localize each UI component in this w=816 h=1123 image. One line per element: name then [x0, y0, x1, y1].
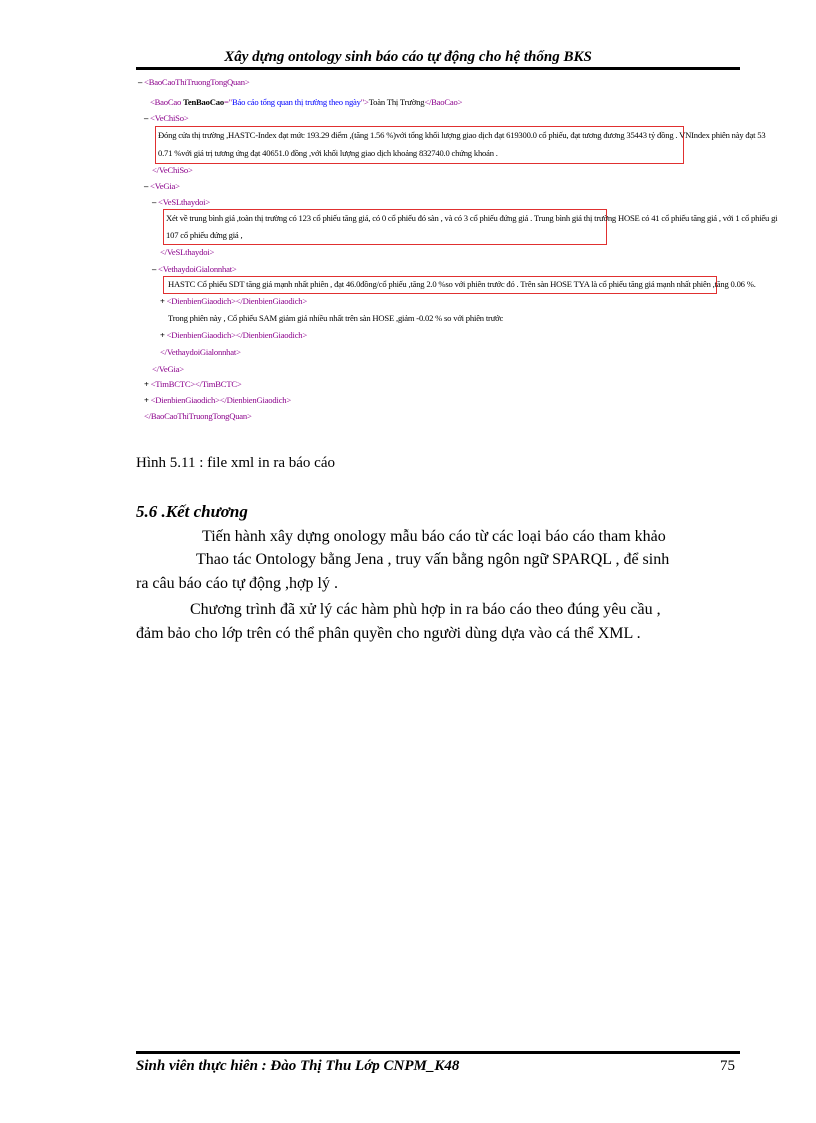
xml-text: Xét về trung bình giá ,toàn thị trường có 123 cổ phiếu tăng giá, có 0 cổ phiếu đó sàn , và có 3 cổ phiếu đứng giá . Trung bình giá thị trường HOSE có 41 cổ phiếu tăng giá , với 1 cổ phiếu gi: [166, 213, 778, 223]
xml-attr-name: TenBaoCao: [183, 97, 224, 107]
collapse-toggle[interactable]: –: [138, 77, 145, 87]
xml-tag: <DienbienGiaodich>: [166, 296, 236, 306]
xml-tag: </BaoCaoThiTruongTongQuan>: [144, 411, 252, 421]
xml-tag: <DienbienGiaodich>: [166, 330, 236, 340]
paragraph-line: Tiến hành xây dựng onology mẫu báo cáo từ các loại báo cáo tham khảo: [202, 528, 666, 545]
xml-tag: <VeSLthaydoi>: [158, 197, 211, 207]
figure-caption: Hình 5.11 : file xml in ra báo cáo: [136, 455, 335, 471]
collapse-toggle[interactable]: –: [144, 113, 151, 123]
xml-tag: <BaoCaoThiTruongTongQuan>: [144, 77, 250, 87]
xml-line-vechiso-close: [152, 164, 193, 176]
expand-toggle[interactable]: +: [160, 296, 167, 306]
xml-tag: <VeGia>: [150, 181, 180, 191]
xml-tag: </DienbienGiaodich>: [219, 395, 292, 405]
xml-text: 107 cổ phiếu đứng giá ,: [166, 230, 243, 240]
xml-tag: </BaoCao>: [424, 97, 463, 107]
xml-text: Toàn Thị Trường: [368, 97, 425, 107]
xml-tag: <VeChiSo>: [150, 113, 189, 123]
xml-line-baocao: [150, 96, 462, 108]
footer-rule: [136, 1051, 740, 1054]
xml-line-root-open[interactable]: [138, 76, 250, 88]
footer-author: Sinh viên thực hiên : Đào Thị Thu Lớp CNPM_K48: [136, 1058, 460, 1074]
xml-line-vethaydoi-open[interactable]: [152, 263, 237, 275]
xml-line-dienbien[interactable]: [160, 329, 307, 341]
page-number: 75: [720, 1058, 735, 1074]
section-title: 5.6 .Kết chương: [136, 502, 248, 521]
xml-tag: </TimBCTC>: [195, 379, 242, 389]
xml-tag: </VethaydoiGialonnhat>: [160, 347, 241, 357]
expand-toggle[interactable]: +: [160, 330, 167, 340]
header-rule: [136, 67, 740, 70]
xml-attr-eq: =": [223, 97, 232, 107]
collapse-toggle[interactable]: –: [152, 197, 159, 207]
xml-text: HASTC Cổ phiếu SDT tăng giá mạnh nhất phiên , đạt 46.0đồng/cổ phiếu ,tăng 2.0 %so với phiên trước đó . Trên sàn HOSE TYA là cổ phiếu tăng giá mạnh nhất phiên ,tăng 0.06 %.: [168, 279, 756, 289]
xml-line-vegia-close: [152, 363, 184, 375]
xml-tag: <VethaydoiGialonnhat>: [158, 264, 237, 274]
xml-line-vechiso-open[interactable]: [144, 112, 189, 124]
xml-attr-value: Báo cáo tổng quan thị trường theo ngày: [231, 97, 361, 107]
paragraph-line: đảm bảo cho lớp trên có thể phân quyền cho người dùng dựa vào cá thể XML .: [136, 625, 641, 642]
xml-tag: </DienbienGiaodich>: [235, 330, 308, 340]
expand-toggle[interactable]: +: [144, 395, 151, 405]
xml-line-vethaydoi-close: [160, 346, 241, 358]
xml-text: 0.71 %với giá trị tương ứng đạt 40651.0 đồng ,với khối lượng giao dịch khoảng 832740.0 chứng khoán .: [158, 148, 498, 158]
paragraph-line: Thao tác Ontology bằng Jena , truy vấn bằng ngôn ngữ SPARQL , để sinh: [196, 551, 670, 568]
xml-line-root-close: [144, 410, 252, 422]
xml-tag: </DienbienGiaodich>: [235, 296, 308, 306]
xml-tag: </VeGia>: [152, 364, 184, 374]
expand-toggle[interactable]: +: [144, 379, 151, 389]
paragraph-line: Chương trình đã xử lý các hàm phù hợp in ra báo cáo theo đúng yêu cầu ,: [190, 601, 661, 618]
xml-tag: <BaoCao: [150, 97, 184, 107]
xml-line-dienbien[interactable]: [160, 295, 307, 307]
paragraph-line: ra câu báo cáo tự động ,hợp lý .: [136, 575, 338, 592]
xml-line-veslthaydoi-open[interactable]: [152, 196, 210, 208]
xml-attr-close: ">: [360, 97, 369, 107]
xml-line-veslthaydoi-close: [160, 246, 214, 258]
collapse-toggle[interactable]: –: [144, 181, 151, 191]
collapse-toggle[interactable]: –: [152, 264, 159, 274]
xml-line-text: [168, 312, 503, 324]
page-header-title: Xây dựng ontology sinh báo cáo tự động cho hệ thống BKS: [224, 49, 592, 65]
xml-tag: </VeSLthaydoi>: [160, 247, 215, 257]
xml-text: Đóng cửa thị trường ,HASTC-Index đạt mức 193.29 điểm ,(tăng 1.56 %)với tổng khối lượng giao dịch đạt 619300.0 cổ phiếu, đạt tương đương 35443 tỷ đồng . VNIndex phiên này đạt 53: [158, 130, 766, 140]
xml-line-timbctc[interactable]: [144, 378, 242, 390]
xml-text: Trong phiên này , Cổ phiếu SAM giảm giá nhiều nhất trên sàn HOSE ,giảm -0.02 % so với phiên trước: [168, 313, 504, 323]
xml-line-dienbien[interactable]: [144, 394, 291, 406]
xml-tag: <TimBCTC>: [150, 379, 196, 389]
xml-tag: <DienbienGiaodich>: [150, 395, 220, 405]
xml-tag: </VeChiSo>: [152, 165, 193, 175]
xml-line-vegia-open[interactable]: [144, 180, 180, 192]
